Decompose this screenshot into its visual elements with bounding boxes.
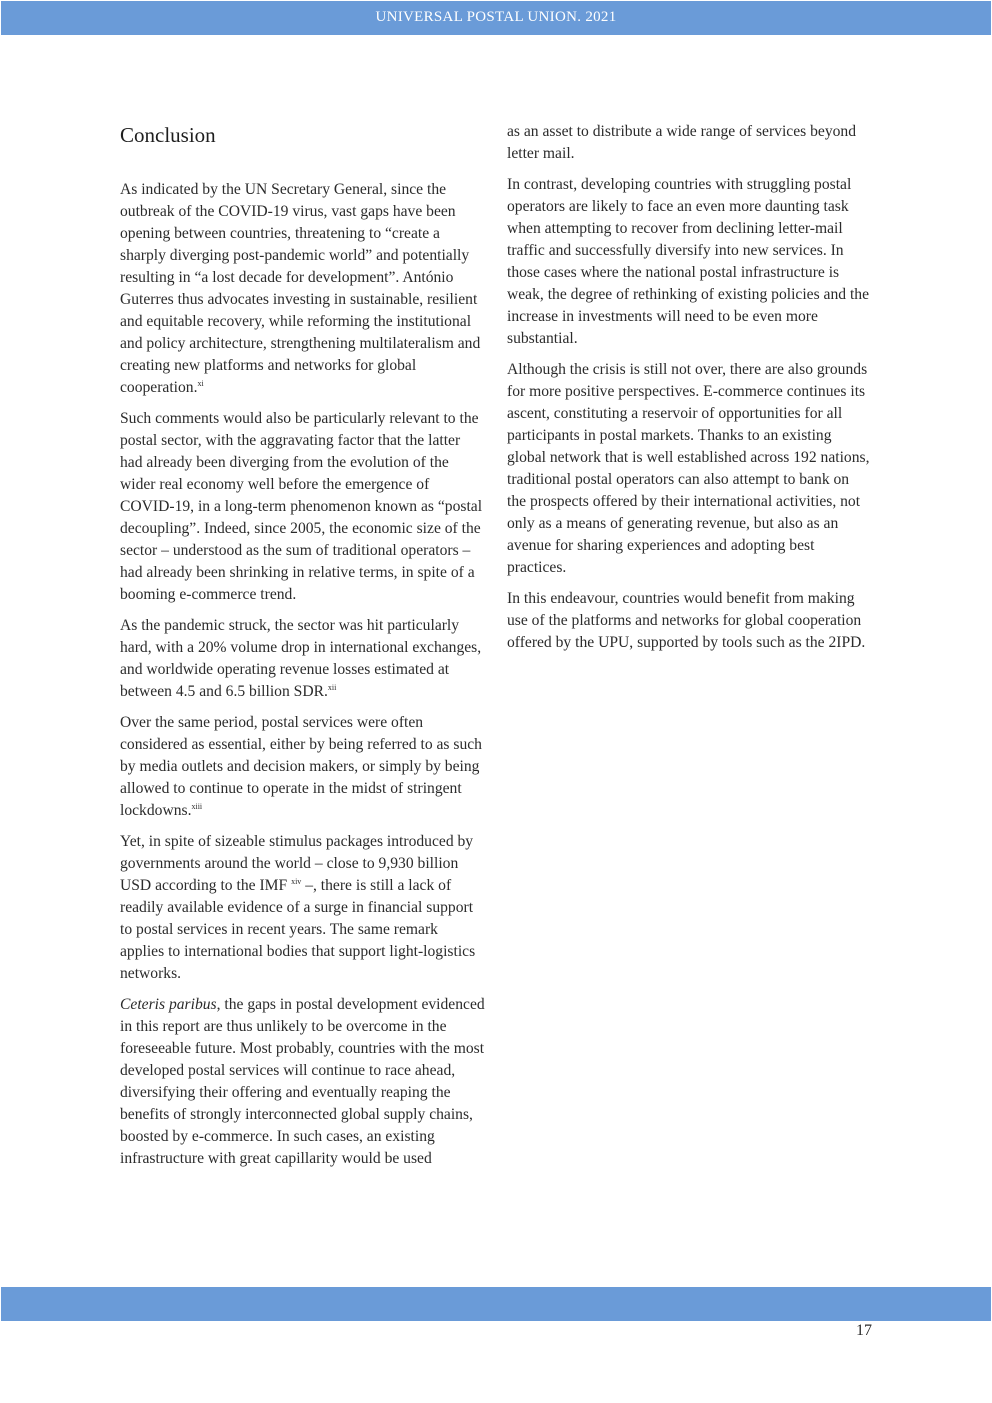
italic-lead: Ceteris paribus	[120, 996, 217, 1013]
paragraph-text: Over the same period, postal services were often considered as essential, either by being referred to as such by media outlets and decision makers, or simply by being allowed to continue to operate in the midst of stringent lockdowns.	[120, 714, 482, 819]
paragraph: In this endeavour, countries would benefit from making use of the platforms and networks for global cooperation offered by the UPU, supported by tools such as the 2IPD.	[507, 590, 866, 651]
section-heading: Conclusion	[120, 123, 216, 147]
paragraph	[120, 994, 486, 1170]
header-band	[1, 1, 991, 35]
paragraph	[120, 831, 486, 985]
paragraph-text: –, there is still a lack of readily available evidence of a surge in financial support to postal services in recent years. The same remark applies to international bodies that support light-logistics networks.	[120, 877, 476, 982]
right-column	[507, 121, 872, 663]
footer-band	[1, 1287, 991, 1321]
paragraph: as an asset to distribute a wide range of services beyond letter mail.	[507, 123, 857, 162]
endnote-reference[interactable]: xiv	[291, 876, 302, 886]
endnote-reference[interactable]: xiii	[191, 801, 203, 811]
paragraph-text: As indicated by the UN Secretary General, since the outbreak of the COVID-19 virus, vast gaps have been opening between countries, threatening to “create a sharply diverging post-pandemic world” and potentially resulting in “a lost decade for development”. António Guterres thus advocates investing in sustainable, resilient and equitable recovery, while reforming the institutional and policy architecture, strengthening multilateralism and creating new platforms and networks for global cooperation.	[120, 181, 481, 396]
paragraph	[120, 408, 486, 606]
paragraph-text: Yet, in spite of sizeable stimulus packages introduced by governments around the world – close to 9,930 billion USD according to the IMF	[120, 833, 474, 894]
paragraph: In contrast, developing countries with struggling postal operators are likely to face an even more daunting task when attempting to recover from declining letter-mail traffic and successfully diversify into new services. In those cases where the national postal infrastructure is weak, the degree of rethinking of existing policies and the increase in investments will need to be even more substantial.	[507, 176, 870, 347]
paragraph	[120, 179, 486, 399]
header-title: UNIVERSAL POSTAL UNION. 2021	[375, 9, 617, 25]
paragraph: Although the crisis is still not over, there are also grounds for more positive perspectives. E-commerce continues its ascent, constituting a reservoir of opportunities for all participants in postal markets. Thanks to an existing global network that is well established across 192 nations, traditional postal operators can also attempt to bank on the prospects offered by their international activities, not only as a means of generating revenue, but also as an avenue for sharing experiences and adopting best practices.	[507, 361, 870, 576]
endnote-reference[interactable]: xi	[197, 378, 204, 388]
paragraph-text: Such comments would also be particularly relevant to the postal sector, with the aggravating factor that the latter had already been diverging from the evolution of the wider real economy well before the emergence of COVID-19, in a long-term phenomenon known as “postal decoupling”. Indeed, since 2005, the economic size of the sector – understood as the sum of traditional operators – had already been shrinking in relative terms, in spite of a booming e-commerce trend.	[120, 410, 483, 603]
paragraph	[120, 712, 486, 822]
page-number: 17	[856, 1322, 872, 1339]
paragraph	[120, 615, 486, 703]
paragraph-text: As the pandemic struck, the sector was hit particularly hard, with a 20% volume drop in international exchanges, and worldwide operating revenue losses estimated at between 4.5 and 6.5 billion SDR.	[120, 617, 482, 700]
paragraph-text: , the gaps in postal development evidenced in this report are thus unlikely to be overcome in the foreseeable future. Most probably, countries with the most developed postal services will continue to race ahead, diversifying their offering and eventually reaping the benefits of strongly interconnected global supply chains, boosted by e-commerce. In such cases, an existing infrastructure with great capillarity would be used	[120, 996, 485, 1167]
left-column	[120, 121, 486, 1179]
endnote-reference[interactable]: xii	[327, 682, 337, 692]
